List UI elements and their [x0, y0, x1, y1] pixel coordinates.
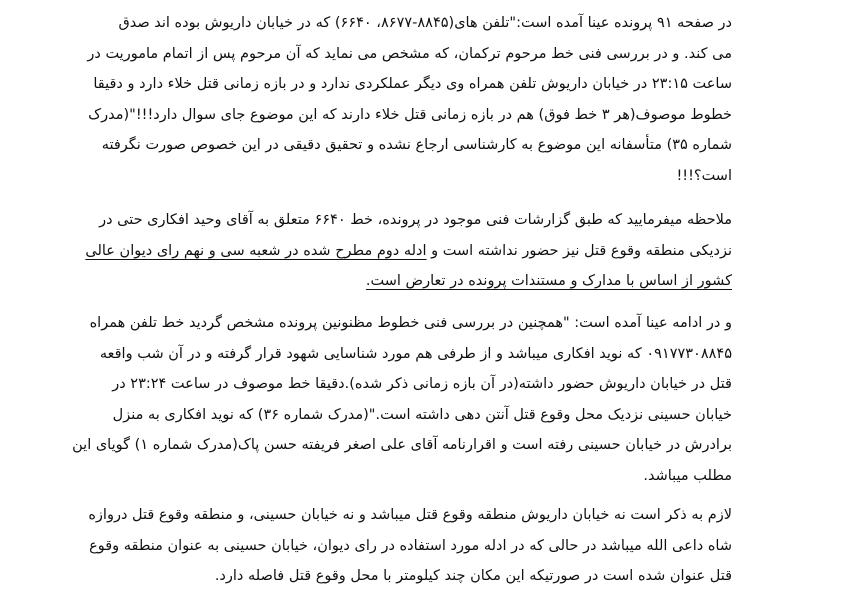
- text-segment: نزدیکی منطقه وقوع قتل نیز حضور نداشته است و: [431, 242, 732, 259]
- paragraph-suspect-lines: [72, 308, 732, 491]
- text-line: شماره ۳۵) متأسفانه این موضوع به کارشناسی ارجاع نشده و تحقیق دقیقی در این خصوص صورت نگرفته: [101, 137, 732, 153]
- text-line: می کند. و در بررسی فنی خط مرحوم ترکمان، که مشخص می نماید که آن مرحوم پس از اتمام ماموریت در: [87, 45, 732, 62]
- text-line: و در ادامه عینا آمده است: "همچنین در بررسی فنی خطوط مظنونین پرونده مشخص گردید خط تلفن همراه: [89, 315, 732, 331]
- text-line: شاه داعی الله میباشد در حالی که در ادله مورد استفاده در رای دیوان، خیابان حسینی به عنوان منطقه وقوع: [89, 537, 732, 554]
- text-line: است؟!!!: [676, 167, 732, 184]
- text-line: ساعت ۲۳:۱۵ در خیابان داریوش تلفن همراه وی دیگر عملکردی ندارد و در بازه زمانی قتل خلاء دارد و دقیقا: [93, 76, 732, 92]
- text-line: لازم به ذکر است نه خیابان داریوش منطقه وقوع قتل میباشد و نه خیابان حسینی، و منطقه وقوع قتل دروازه: [88, 507, 732, 523]
- underlined-text: ادله دوم مطرح شده در شعبه سی و نهم رای دیوان عالی: [85, 242, 427, 259]
- paragraph-crime-location: [88, 500, 732, 592]
- underlined-text-line: کشور از اساس با مدارک و مستندات پرونده در تعارض است.: [365, 273, 732, 289]
- text-line: خیابان حسینی نزدیک محل وقوع قتل آنتن دهی داشته است."(مدرک شماره ۳۶) که نوید افکاری به منزل: [112, 406, 732, 423]
- text-line: ۰۹۱۷۷۳۰۸۸۴۵ که نوید افکاری میباشد و از طرفی هم مورد شناسایی شهود قرار گرفته و در آن شب واقعه: [99, 345, 732, 362]
- paragraph-phone-lines: [87, 8, 732, 191]
- text-line: ملاحظه میفرمایید که طبق گزارشات فنی موجود در پرونده، خط ۶۶۴۰ متعلق به آقای وحید افکاری حتی در: [99, 212, 732, 228]
- text-line: در صفحه ۹۱ پرونده عینا آمده است:"تلفن های(۸۸۴۵-۸۶۷۷، ۶۶۴۰) که در خیابان داریوش بوده اند صدق: [118, 15, 732, 31]
- text-line: قتل در خیابان داریوش حضور داشته(در آن بازه زمانی ذکر شده).دقیقا خط موصوف در ساعت ۲۳:۲۴ در: [112, 376, 732, 392]
- text-line: مطلب میباشد.: [643, 467, 732, 484]
- text-line: قتل عنوان شده است در صورتیکه این مکان چند کیلومتر با محل وقوع قتل فاصله دارد.: [214, 568, 732, 584]
- text-line: خطوط موصوف(هر ۳ خط فوق) هم در بازه زمانی قتل خلاء دارند که این موضوع جای سوال دارد!!!"(مدرک: [88, 106, 732, 123]
- text-line: برادرش در خیابان حسینی رفته است و اقرارنامه آقای علی اصغر فریفته حسن پاک(مدرک شماره ۱) گویای این: [72, 437, 732, 453]
- text-line: [85, 236, 732, 267]
- paragraph-technical-reports: [85, 205, 732, 297]
